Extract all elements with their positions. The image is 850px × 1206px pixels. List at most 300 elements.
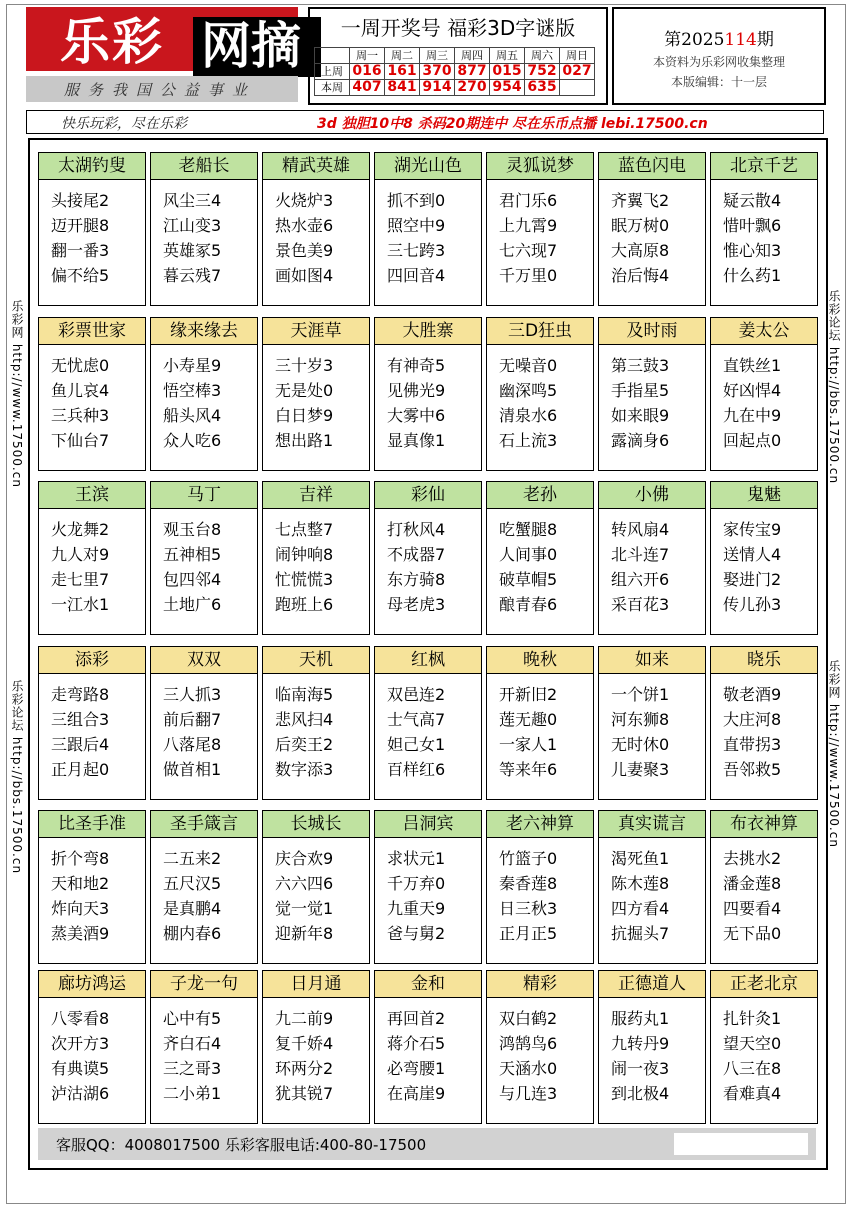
collect-note: 本资料为乐彩网收集整理	[652, 55, 785, 69]
expert-cell	[486, 152, 594, 306]
riddle-line: 迈开腿8	[51, 216, 110, 235]
riddle-line: 组六开6	[611, 570, 670, 589]
riddle-line: 景色美9	[275, 241, 334, 260]
riddle-line: 六六四6	[275, 874, 334, 893]
expert-cell	[486, 970, 594, 1124]
riddle-line: 八落尾8	[163, 735, 222, 754]
riddle-line: 大高原8	[611, 241, 670, 260]
draw-number: 161	[385, 64, 420, 80]
riddle-line: 数字添3	[275, 760, 334, 779]
riddle-line: 九人对9	[51, 545, 110, 564]
riddle-lines	[151, 180, 257, 288]
expert-name: 晓乐	[711, 647, 817, 674]
riddle-line: 九在中9	[723, 406, 782, 425]
riddle-line: 见佛光9	[387, 381, 446, 400]
riddle-line: 土地广6	[163, 595, 222, 614]
riddle-line: 大雾中6	[387, 406, 446, 425]
riddle-lines	[711, 345, 817, 453]
riddle-line: 正月起0	[51, 760, 110, 779]
logo-main-text: 乐彩	[60, 13, 164, 71]
this-week-label: 本周	[315, 80, 350, 96]
day-header: 周一	[350, 48, 385, 64]
expert-name: 天机	[263, 647, 369, 674]
expert-name: 彩票世家	[39, 318, 145, 345]
riddle-line: 秦香莲8	[499, 874, 558, 893]
riddle-lines	[263, 998, 369, 1106]
side-text-left-top: 乐彩网 http://www.17500.cn	[10, 300, 24, 488]
riddle-line: 迎新年8	[275, 924, 334, 943]
riddle-lines	[599, 345, 705, 453]
draw-number: 635	[525, 80, 560, 96]
expert-name: 鬼魅	[711, 482, 817, 509]
riddle-line: 复千娇4	[275, 1034, 334, 1053]
riddle-line: 无是处0	[275, 381, 334, 400]
logo-box-text: 网摘	[201, 17, 301, 75]
last-week-row	[315, 64, 595, 80]
riddle-lines	[151, 674, 257, 782]
riddle-line: 开新旧2	[499, 685, 558, 704]
riddle-line: 什么药1	[723, 266, 782, 285]
expert-name: 精彩	[487, 971, 593, 998]
riddle-line: 正月正5	[499, 924, 558, 943]
riddle-line: 齐白石4	[163, 1034, 222, 1053]
riddle-line: 有典谟5	[51, 1059, 110, 1078]
riddle-lines	[39, 509, 145, 617]
riddle-line: 蒸美酒9	[51, 924, 110, 943]
riddle-line: 前后翻7	[163, 710, 222, 729]
riddle-line: 三之哥3	[163, 1059, 222, 1078]
expert-name: 小佛	[599, 482, 705, 509]
riddle-line: 忙慌慌3	[275, 570, 334, 589]
expert-cell	[38, 970, 146, 1124]
expert-name: 姜太公	[711, 318, 817, 345]
expert-cell	[262, 317, 370, 471]
riddle-lines	[487, 674, 593, 782]
riddle-line: 三人抓3	[163, 685, 222, 704]
expert-cell	[486, 317, 594, 471]
expert-name: 天涯草	[263, 318, 369, 345]
riddle-line: 一个饼1	[611, 685, 670, 704]
riddle-line: 有神奇5	[387, 356, 446, 375]
riddle-lines	[263, 345, 369, 453]
expert-name: 湖光山色	[375, 153, 481, 180]
riddle-lines	[711, 674, 817, 782]
riddle-line: 直带拐3	[723, 735, 782, 754]
expert-name: 吉祥	[263, 482, 369, 509]
riddle-line: 治后悔4	[611, 266, 670, 285]
riddle-line: 庆合欢9	[275, 849, 334, 868]
riddle-line: 风尘三4	[163, 191, 222, 210]
riddle-line: 小寿星9	[163, 356, 222, 375]
footer-blank-box	[674, 1133, 808, 1155]
expert-name: 圣手箴言	[151, 811, 257, 838]
riddle-line: 疑云散4	[723, 191, 782, 210]
riddle-line: 采百花3	[611, 595, 670, 614]
riddle-line: 抓不到0	[387, 191, 446, 210]
riddle-lines	[151, 838, 257, 946]
expert-cell	[38, 810, 146, 964]
expert-name: 添彩	[39, 647, 145, 674]
ticker-slogan: 快乐玩彩，尽在乐彩	[61, 116, 187, 132]
riddle-line: 河东狮8	[611, 710, 670, 729]
riddle-line: 石上流3	[499, 431, 558, 450]
day-header: 周三	[420, 48, 455, 64]
riddle-line: 到北极4	[611, 1084, 670, 1103]
weekly-draw-box	[308, 7, 608, 105]
riddle-line: 悲风扫4	[275, 710, 334, 729]
riddle-line: 犹其锐7	[275, 1084, 334, 1103]
riddle-line: 人间事0	[499, 545, 558, 564]
riddle-line: 千万里0	[499, 266, 558, 285]
riddle-line: 折个弯8	[51, 849, 110, 868]
riddle-line: 炸向天3	[51, 899, 110, 918]
expert-name: 晚秋	[487, 647, 593, 674]
riddle-lines	[39, 180, 145, 288]
riddle-line: 九转丹9	[611, 1034, 670, 1053]
riddle-lines	[375, 345, 481, 453]
riddle-line: 火烧炉3	[275, 191, 334, 210]
riddle-line: 直铁丝1	[723, 356, 782, 375]
expert-name: 缘来缘去	[151, 318, 257, 345]
riddle-line: 火龙舞2	[51, 520, 110, 539]
riddle-line: 眠万树0	[611, 216, 670, 235]
riddle-line: 东方骑8	[387, 570, 446, 589]
riddle-line: 翻一番3	[51, 241, 110, 260]
riddle-line: 大庄河8	[723, 710, 782, 729]
riddle-line: 不成器7	[387, 545, 446, 564]
riddle-line: 观玉台8	[163, 520, 222, 539]
riddle-line: 破草帽5	[499, 570, 558, 589]
riddle-line: 再回首2	[387, 1009, 446, 1028]
expert-name: 大胜寨	[375, 318, 481, 345]
riddle-lines	[487, 345, 593, 453]
expert-name: 王滨	[39, 482, 145, 509]
riddle-line: 日三秋3	[499, 899, 558, 918]
draw-number: 370	[420, 64, 455, 80]
draw-number: 841	[385, 80, 420, 96]
riddle-line: 双邑连2	[387, 685, 446, 704]
expert-cell	[374, 152, 482, 306]
riddle-line: 三兵种3	[51, 406, 110, 425]
expert-cell	[38, 646, 146, 800]
riddle-line: 竹篮子0	[499, 849, 558, 868]
riddle-lines	[711, 998, 817, 1106]
riddle-line: 心中有5	[163, 1009, 222, 1028]
riddle-line: 二五来2	[163, 849, 222, 868]
riddle-line: 四方看4	[611, 899, 670, 918]
riddle-line: 下仙台7	[51, 431, 110, 450]
riddle-line: 看难真4	[723, 1084, 782, 1103]
riddle-lines	[599, 998, 705, 1106]
riddle-line: 无下品0	[723, 924, 782, 943]
riddle-line: 热水壶6	[275, 216, 334, 235]
riddle-line: 吃蟹腿8	[499, 520, 558, 539]
riddle-line: 五神相5	[163, 545, 222, 564]
riddle-line: 一江水1	[51, 595, 110, 614]
riddle-lines	[599, 180, 705, 288]
riddle-lines	[375, 838, 481, 946]
riddle-line: 北斗连7	[611, 545, 670, 564]
riddle-line: 爸与舅2	[387, 924, 446, 943]
riddle-line: 陈木莲8	[611, 874, 670, 893]
riddle-line: 如来眼9	[611, 406, 670, 425]
expert-cell	[262, 152, 370, 306]
riddle-line: 回起点0	[723, 431, 782, 450]
logo	[26, 7, 301, 75]
riddle-line: 天和地2	[51, 874, 110, 893]
riddle-line: 上九霄9	[499, 216, 558, 235]
expert-name: 三D狂虫	[487, 318, 593, 345]
riddle-line: 齐翼飞2	[611, 191, 670, 210]
riddle-line: 泸沽湖6	[51, 1084, 110, 1103]
riddle-line: 潘金莲8	[723, 874, 782, 893]
expert-cell	[262, 481, 370, 635]
day-header: 周六	[525, 48, 560, 64]
expert-cell	[150, 646, 258, 800]
expert-name: 真实谎言	[599, 811, 705, 838]
riddle-line: 妲己女1	[387, 735, 446, 754]
riddle-line: 送情人4	[723, 545, 782, 564]
riddle-line: 必弯腰1	[387, 1059, 446, 1078]
expert-cell	[262, 646, 370, 800]
riddle-lines	[375, 998, 481, 1106]
expert-cell	[38, 481, 146, 635]
riddle-line: 敬老酒9	[723, 685, 782, 704]
riddle-line: 娶进门2	[723, 570, 782, 589]
riddle-lines	[151, 345, 257, 453]
riddle-line: 三十岁3	[275, 356, 334, 375]
riddle-lines	[711, 180, 817, 288]
riddle-line: 鱼儿哀4	[51, 381, 110, 400]
ticker-promo-link[interactable]: 3d 独胆10中8 杀码20期连中 尽在乐币点播 lebi.17500.cn	[317, 116, 708, 132]
draw-table	[314, 47, 595, 96]
riddle-lines	[711, 838, 817, 946]
riddle-line: 惟心知3	[723, 241, 782, 260]
expert-cell	[374, 646, 482, 800]
riddle-line: 士气高7	[387, 710, 446, 729]
expert-name: 子龙一句	[151, 971, 257, 998]
expert-name: 布衣神算	[711, 811, 817, 838]
riddle-line: 抗掘头7	[611, 924, 670, 943]
editor-line: 本版编辑：十一层	[670, 75, 767, 89]
expert-name: 马丁	[151, 482, 257, 509]
draw-number: 015	[490, 64, 525, 80]
riddle-line: 天涵水0	[499, 1059, 558, 1078]
riddle-line: 在高崖9	[387, 1084, 446, 1103]
riddle-line: 惜叶飘6	[723, 216, 782, 235]
expert-name: 金和	[375, 971, 481, 998]
riddle-line: 儿妻聚3	[611, 760, 670, 779]
day-header: 周二	[385, 48, 420, 64]
expert-cell	[374, 317, 482, 471]
riddle-lines	[487, 838, 593, 946]
side-text-left-bottom: 乐彩论坛 http://bbs.17500.cn	[10, 680, 24, 875]
riddle-line: 望天空0	[723, 1034, 782, 1053]
expert-cell	[486, 646, 594, 800]
riddle-lines	[375, 180, 481, 288]
expert-cell	[150, 317, 258, 471]
riddle-line: 显真像1	[387, 431, 446, 450]
expert-cell	[710, 152, 818, 306]
riddle-line: 五尺汉5	[163, 874, 222, 893]
expert-cell	[374, 970, 482, 1124]
expert-name: 吕洞宾	[375, 811, 481, 838]
riddle-line: 七点整7	[275, 520, 334, 539]
slogan-text: 服务我国公益事业	[64, 81, 257, 99]
draw-number: 877	[455, 64, 490, 80]
riddle-lines	[263, 180, 369, 288]
expert-name: 廊坊鸿运	[39, 971, 145, 998]
expert-cell	[598, 970, 706, 1124]
riddle-line: 画如图4	[275, 266, 334, 285]
expert-cell	[710, 481, 818, 635]
expert-name: 红枫	[375, 647, 481, 674]
expert-cell	[598, 317, 706, 471]
riddle-line: 千万弃0	[387, 874, 446, 893]
riddle-line: 走弯路8	[51, 685, 110, 704]
riddle-lines	[711, 509, 817, 617]
expert-name: 比圣手准	[39, 811, 145, 838]
riddle-line: 次开方3	[51, 1034, 110, 1053]
riddle-line: 服药丸1	[611, 1009, 670, 1028]
expert-name: 彩仙	[375, 482, 481, 509]
riddle-line: 扎针灸1	[723, 1009, 782, 1028]
riddle-line: 九二前9	[275, 1009, 334, 1028]
day-header: 周五	[490, 48, 525, 64]
expert-cell	[710, 970, 818, 1124]
expert-cell	[150, 970, 258, 1124]
riddle-line: 君门乐6	[499, 191, 558, 210]
expert-name: 日月通	[263, 971, 369, 998]
expert-cell	[262, 810, 370, 964]
riddle-line: 悟空棒3	[163, 381, 222, 400]
riddle-line: 二小弟1	[163, 1084, 222, 1103]
expert-cell	[150, 481, 258, 635]
expert-cell	[374, 810, 482, 964]
riddle-lines	[599, 509, 705, 617]
expert-cell	[710, 646, 818, 800]
expert-cell	[38, 152, 146, 306]
riddle-line: 七六现7	[499, 241, 558, 260]
riddle-line: 蒋介石5	[387, 1034, 446, 1053]
riddle-line: 头接尾2	[51, 191, 110, 210]
expert-name: 老六神算	[487, 811, 593, 838]
riddle-line: 三组合3	[51, 710, 110, 729]
riddle-line: 四回音4	[387, 266, 446, 285]
riddle-line: 双白鹤2	[499, 1009, 558, 1028]
slogan-bar	[26, 76, 298, 102]
ticker-bar	[26, 110, 824, 134]
riddle-line: 与几连3	[499, 1084, 558, 1103]
riddle-line: 棚内春6	[163, 924, 222, 943]
riddle-lines	[39, 345, 145, 453]
riddle-line: 清泉水6	[499, 406, 558, 425]
riddle-line: 做首相1	[163, 760, 222, 779]
expert-name: 正老北京	[711, 971, 817, 998]
expert-name: 双双	[151, 647, 257, 674]
riddle-line: 吾邻救5	[723, 760, 782, 779]
riddle-line: 后奕王2	[275, 735, 334, 754]
expert-name: 如来	[599, 647, 705, 674]
riddle-lines	[263, 674, 369, 782]
riddle-line: 露滴身6	[611, 431, 670, 450]
draw-number: 752	[525, 64, 560, 80]
riddle-line: 传儿孙3	[723, 595, 782, 614]
last-week-label: 上周	[315, 64, 350, 80]
draw-title: 一周开奖号 福彩3D字谜版	[340, 16, 576, 40]
riddle-lines	[599, 838, 705, 946]
expert-name: 正德道人	[599, 971, 705, 998]
riddle-line: 偏不给5	[51, 266, 110, 285]
riddle-line: 是真鹏4	[163, 899, 222, 918]
riddle-lines	[151, 509, 257, 617]
riddle-lines	[151, 998, 257, 1106]
riddle-line: 包四邻4	[163, 570, 222, 589]
riddle-lines	[487, 998, 593, 1106]
riddle-line: 渴死鱼1	[611, 849, 670, 868]
expert-cell	[150, 152, 258, 306]
riddle-line: 好凶悍4	[723, 381, 782, 400]
expert-cell	[486, 810, 594, 964]
riddle-line: 四要看4	[723, 899, 782, 918]
footer-bar	[38, 1128, 816, 1160]
riddle-lines	[263, 838, 369, 946]
draw-number: 016	[350, 64, 385, 80]
issue-info-box	[612, 7, 826, 105]
expert-name: 及时雨	[599, 318, 705, 345]
expert-cell	[598, 646, 706, 800]
expert-cell	[598, 481, 706, 635]
draw-number: 954	[490, 80, 525, 96]
riddle-line: 去挑水2	[723, 849, 782, 868]
expert-name: 灵狐说梦	[487, 153, 593, 180]
riddle-lines	[487, 509, 593, 617]
riddle-line: 跑班上6	[275, 595, 334, 614]
riddle-lines	[39, 838, 145, 946]
riddle-line: 江山变3	[163, 216, 222, 235]
riddle-lines	[39, 998, 145, 1106]
riddle-line: 环两分2	[275, 1059, 334, 1078]
expert-cell	[150, 810, 258, 964]
riddle-line: 第三鼓3	[611, 356, 670, 375]
riddle-line: 转风扇4	[611, 520, 670, 539]
riddle-line: 照空中9	[387, 216, 446, 235]
expert-name: 蓝色闪电	[599, 153, 705, 180]
expert-cell	[374, 481, 482, 635]
riddle-line: 一家人1	[499, 735, 558, 754]
riddle-line: 幽深鸣5	[499, 381, 558, 400]
riddle-line: 无噪音0	[499, 356, 558, 375]
riddle-line: 九重天9	[387, 899, 446, 918]
riddle-lines	[599, 674, 705, 782]
day-header: 周日	[560, 48, 595, 64]
riddle-line: 母老虎3	[387, 595, 446, 614]
riddle-lines	[487, 180, 593, 288]
riddle-line: 想出路1	[275, 431, 334, 450]
draw-number: 027	[560, 64, 595, 80]
riddle-line: 八三在8	[723, 1059, 782, 1078]
riddle-line: 闹钟响8	[275, 545, 334, 564]
issue-number: 第2025114期	[664, 30, 774, 50]
this-week-row	[315, 80, 595, 96]
expert-cell	[710, 317, 818, 471]
riddle-line: 三跟后4	[51, 735, 110, 754]
riddle-line: 无时休0	[611, 735, 670, 754]
riddle-line: 等来年6	[499, 760, 558, 779]
riddle-line: 走七里7	[51, 570, 110, 589]
expert-name: 太湖钓叟	[39, 153, 145, 180]
footer-contact: 客服QQ：4008017500 乐彩客服电话:400-80-17500	[56, 1136, 427, 1154]
